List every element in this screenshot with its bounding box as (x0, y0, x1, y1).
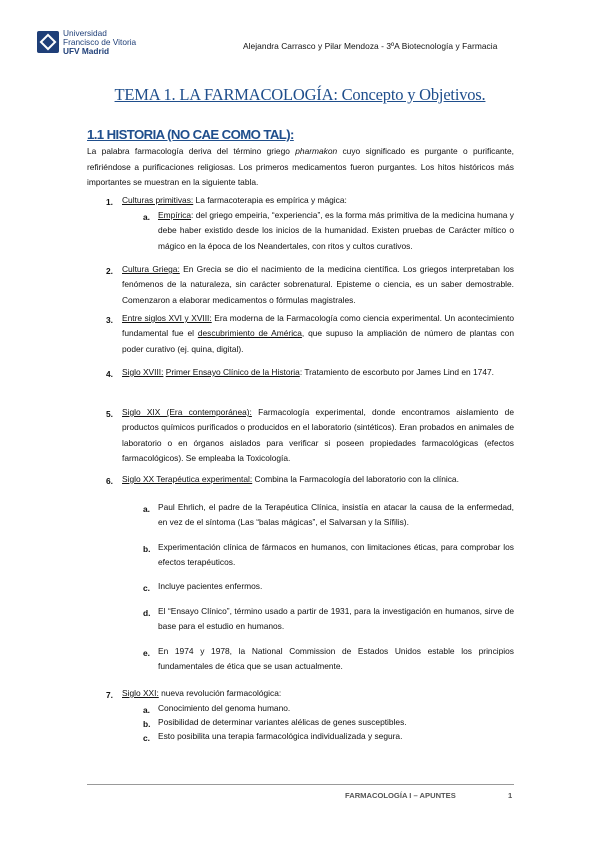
item-heading: Siglo XXI: (122, 688, 159, 698)
list-item: El “Ensayo Clínico”, término usado a partir de 1931, para la investigación en humanos, sirve de base para el estudio en humanos. (158, 606, 514, 632)
list-letter: a. (143, 705, 150, 715)
list-number: 5. (106, 409, 113, 419)
list-letter: c. (143, 733, 150, 743)
item-text: Farmacología experimental, donde encontramos aislamiento de productos químicos purificados o producidos en el laboratorio (sintéticos). Eran probados en animales de laboratorio o en órganos aislados para verificar si poseen propiedades farmacológicas (efectos farmacológicos). Se empleaba la Toxicología. (122, 407, 514, 463)
list-item (158, 208, 514, 254)
item-heading: Cultura Griega: (122, 264, 180, 274)
header-authors: Alejandra Carrasco y Pilar Mendoza - 3ºA Biotecnología y Farmacia (243, 41, 498, 51)
list-item: En 1974 y 1978, la National Commission de Estados Unidos estable los principios fundamentales de ética que se usan actualmente. (158, 646, 514, 672)
list-letter: c. (143, 583, 150, 593)
list-letter: e. (143, 648, 150, 658)
item-heading: Siglo XIX (Era contemporánea): (122, 407, 252, 417)
logo-line: Francisco de Vitoria (63, 37, 137, 47)
list-item (122, 193, 514, 208)
list-item: Esto posibilita una terapia farmacológica individualizada y segura. (158, 731, 403, 741)
list-number: 4. (106, 369, 113, 379)
item-text: , que supuso la ampliación de número de plantas con poder curativo (ej. quina, digital). (122, 328, 514, 354)
list-letter: a. (143, 504, 150, 514)
item-heading: Empírica (158, 210, 192, 220)
list-item: Incluye pacientes enfermos. (158, 581, 263, 591)
list-letter: b. (143, 544, 151, 554)
item-text: Combina la Farmacología del laboratorio con la clínica. (252, 474, 459, 484)
intro-text: cuyo significado es purgante o purificante, refiriéndose a purificaciones religiosas. Los primeros medicamentos fueron purgantes. Los hitos históricos más importantes se muestran en la siguiente tabla. (87, 146, 514, 188)
item-heading: Entre siglos XVI y XVIII: (122, 313, 212, 323)
item-link-text: descubrimiento de América (197, 328, 302, 339)
logo-line: UFV Madrid (63, 46, 110, 56)
list-letter: d. (143, 608, 151, 618)
list-number: 6. (106, 476, 113, 486)
item-heading: Culturas primitivas: (122, 195, 194, 205)
page-title: TEMA 1. LA FARMACOLOGÍA: Concepto y Objetivos. (114, 85, 486, 104)
footer-course: FARMACOLOGÍA I – APUNTES (345, 791, 456, 800)
item-link-text: Primer Ensayo Clínico de la Historia (165, 367, 300, 377)
intro-text: La palabra farmacología deriva del término griego (87, 146, 296, 156)
list-item (122, 686, 514, 701)
item-heading: Siglo XVIII: (122, 367, 164, 377)
list-number: 2. (106, 266, 113, 276)
item-text: Era moderna de la Farmacología como ciencia experimental. Un acontecimiento fundamental fue el (122, 313, 514, 339)
item-text: La farmacoterapia es empírica y mágica: (193, 195, 347, 205)
logo-line: Universidad (63, 28, 107, 38)
list-item (122, 405, 514, 466)
list-letter: b. (143, 719, 151, 729)
list-item: Experimentación clínica de fármacos en humanos, con limitaciones éticas, para comprobar los efectos terapéuticos. (158, 542, 514, 568)
item-text: En Grecia se dio el nacimiento de la medicina científica. Los griegos interpretaban los fenómenos de la naturaleza, sin carácter sobrenatural. Episteme o ciencia, es un saber demostrable. Comenzaron a elaborar medicamentos o fórmulas magistrales. (122, 264, 514, 305)
list-item: Posibilidad de determinar variantes alélicas de genes susceptibles. (158, 717, 407, 727)
section-title: 1.1 HISTORIA (NO CAE COMO TAL): (87, 127, 294, 142)
university-logo-text (63, 29, 136, 56)
page-number: 1 (508, 791, 513, 800)
university-logo-icon (37, 31, 59, 53)
list-letter: a. (143, 212, 150, 222)
item-text: nueva revolución farmacológica: (158, 688, 282, 698)
list-item: Conocimiento del genoma humano. (158, 703, 291, 713)
intro-italic-term: pharmakon (295, 146, 338, 156)
list-item: Paul Ehrlich, el padre de la Terapéutica Clínica, insistía en atacar la causa de la enfermedad, en vez de el síntoma (Las “balas mágicas”, el Salvarsan y la Sífilis). (158, 502, 514, 528)
intro-paragraph (87, 144, 514, 191)
list-number: 1. (106, 197, 113, 207)
list-item (122, 472, 514, 487)
item-text: : Tratamiento de escorbuto por James Lind en 1747. (299, 367, 494, 377)
item-heading: Siglo XX Terapéutica experimental: (122, 474, 253, 484)
list-item (122, 365, 514, 380)
list-item (122, 262, 514, 308)
list-item (122, 311, 514, 357)
list-number: 3. (106, 315, 113, 325)
item-text: : del griego empeiria, “experiencia”, es la forma más primitiva de la medicina humana y debe haber existido desde los inicios de la humanidad. Existen pruebas de Carácter mítico o mágico en la época de los Neandertales, con ritos y cultos curativos. (158, 210, 514, 251)
list-number: 7. (106, 690, 113, 700)
footer-divider (87, 784, 514, 785)
